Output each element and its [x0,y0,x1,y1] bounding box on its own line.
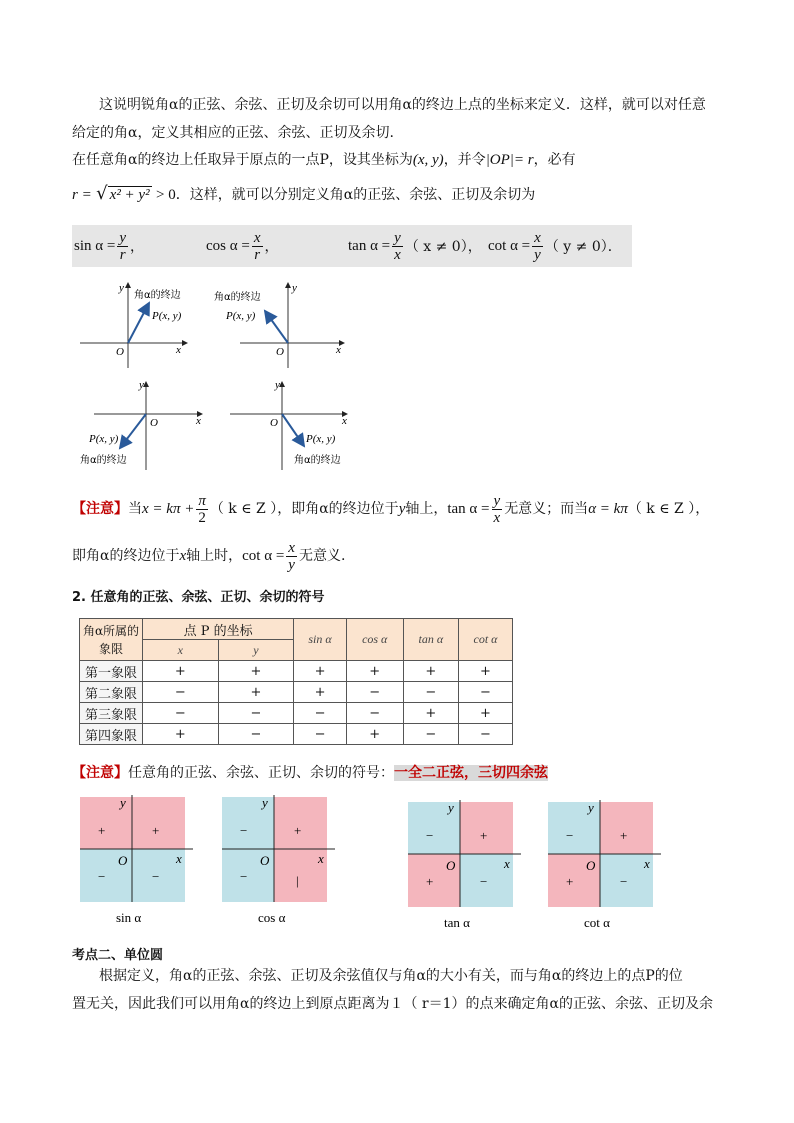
intro-line-1: 这说明锐角α的正弦、余弦、正切及余切可以用角α的终边上点的坐标来定义．这样，就可以对任意 [99,97,706,113]
cot-sign-chart [548,800,661,930]
svg-text:+: + [480,828,488,843]
svg-text:P(x, y): P(x, y) [226,310,256,322]
svg-text:−: − [240,823,248,838]
cos-chart-label: cos α [258,910,286,925]
quadrant-sign-charts [72,792,662,937]
table-header-y: y [218,640,294,661]
svg-text:+: + [98,823,106,838]
svg-text:P(x, y): P(x, y) [306,433,336,445]
table-row: 第四象限 + − − + − − [80,724,513,745]
sin-definition: sin α = $\frac{y}{r}$ ， [74,229,144,263]
svg-text:|: | [296,873,299,888]
svg-text:O: O [586,858,596,873]
svg-text:y: y [139,379,144,391]
svg-text:O: O [118,853,128,868]
svg-text:x: x [504,856,510,871]
svg-text:y: y [262,795,268,810]
svg-text:y: y [119,282,124,294]
svg-text:O: O [260,853,270,868]
intro-line-2: 给定的角α，定义其相应的正弦、余弦、正切及余切. [72,125,394,141]
svg-text:x: x [176,851,182,866]
section-3-line-1: 根据定义，角α的正弦、余弦、正切及余弦值仅与角α的大小有关，而与角α的终边上的点P的位 [99,968,683,984]
svg-text:−: − [480,874,488,889]
svg-text:O: O [270,417,278,429]
note-2: 【注意】任意角的正弦、余弦、正切、余切的符号：一全二正弦，三切四余弦 [72,765,548,781]
intro-line-3: 在任意角α的终边上任取异于原点的一点P，设其坐标为(x, y)，并令|OP|= r，必有 [72,152,576,168]
diagram-quadrant-3 [80,379,202,470]
svg-text:−: − [98,869,106,884]
svg-text:角α的终边: 角α的终边 [294,455,341,466]
section-3-line-2: 置无关，因此我们可以用角α的终边上到原点距离为１（ r＝1）的点来确定角α的正弦、余弦、正切及余 [72,996,713,1012]
tan-chart-label: tan α [444,915,470,930]
svg-text:y: y [292,282,297,294]
table-row: 第二象限 − + + − − − [80,682,513,703]
svg-text:角α的终边: 角α的终边 [214,292,261,303]
svg-text:x: x [196,415,201,427]
note-1-line-1: 【注意】 当 x = kπ + $\frac{\pi}{2}$ （ k ∈ Z ），即角α的终边位于 y 轴上， tan α = $\frac{y}{x}$ 无意义；而当 α = kπ （ k ∈ Z ）， [72,492,710,526]
sin-chart-label: sin α [116,910,142,925]
svg-text:−: − [566,828,574,843]
svg-text:−: − [152,869,160,884]
svg-text:角α的终边: 角α的终边 [80,455,127,466]
svg-text:+: + [566,874,574,889]
svg-text:x: x [176,344,181,356]
svg-text:P(x, y): P(x, y) [152,310,182,322]
svg-text:x: x [644,856,650,871]
table-header-x: x [143,640,219,661]
note-1-line-2: 即角α的终边位于 x 轴上时， cot α = $\frac{x}{y}$ 无意义. [72,539,346,573]
table-header-tan: tan α [403,619,458,661]
table-row: 第三象限 − − − − + + [80,703,513,724]
sign-mnemonic: 一全二正弦，三切四余弦 [394,765,548,781]
table-header-point: 点 P 的坐标 [143,619,294,640]
svg-text:O: O [276,346,284,358]
svg-text:−: − [240,869,248,884]
svg-text:y: y [275,379,280,391]
svg-text:+: + [152,823,160,838]
table-row: 第一象限 + + + + + + [80,661,513,682]
diagram-quadrant-1 [80,282,187,368]
section-2-title: 2. 任意角的正弦、余弦、正切、余切的符号 [72,590,325,605]
intro-line-4: r = √ x² + y² > 0．这样，就可以分别定义角α的正弦、余弦、正切及余切为 [72,183,536,204]
cos-sign-chart [222,795,335,925]
section-3-title: 考点二、单位圆 [72,948,164,963]
svg-text:x: x [336,344,341,356]
cot-definition: cot α = $\frac{x}{y}$ （ y ≠ 0）． [488,229,622,263]
sign-table [79,618,513,745]
svg-text:P(x, y): P(x, y) [89,433,119,445]
svg-text:y: y [120,795,126,810]
svg-text:x: x [342,415,347,427]
tan-definition: tan α = $\frac{y}{x}$ （ x ≠ 0）， [348,229,482,263]
cot-chart-label: cot α [584,915,610,930]
table-header-cot: cot α [459,619,513,661]
diagram-quadrant-2 [214,282,344,368]
table-header-quadrant: 角α所属的象限 [80,619,143,661]
svg-text:+: + [426,874,434,889]
svg-text:角α的终边: 角α的终边 [134,290,181,301]
svg-text:−: − [426,828,434,843]
table-header-sin: sin α [294,619,347,661]
svg-text:O: O [116,346,124,358]
tan-sign-chart [408,800,521,930]
svg-text:O: O [446,858,456,873]
svg-text:y: y [448,800,454,815]
svg-text:+: + [620,828,628,843]
svg-text:x: x [318,851,324,866]
svg-text:y: y [588,800,594,815]
table-header-cos: cos α [346,619,403,661]
definition-formulas [72,225,632,267]
terminal-side-diagrams [72,278,362,473]
diagram-quadrant-4 [230,379,347,470]
svg-text:O: O [150,417,158,429]
sin-sign-chart [80,795,193,925]
svg-text:−: − [620,874,628,889]
cos-definition: cos α = $\frac{x}{r}$ ， [206,229,279,263]
svg-text:+: + [294,823,302,838]
